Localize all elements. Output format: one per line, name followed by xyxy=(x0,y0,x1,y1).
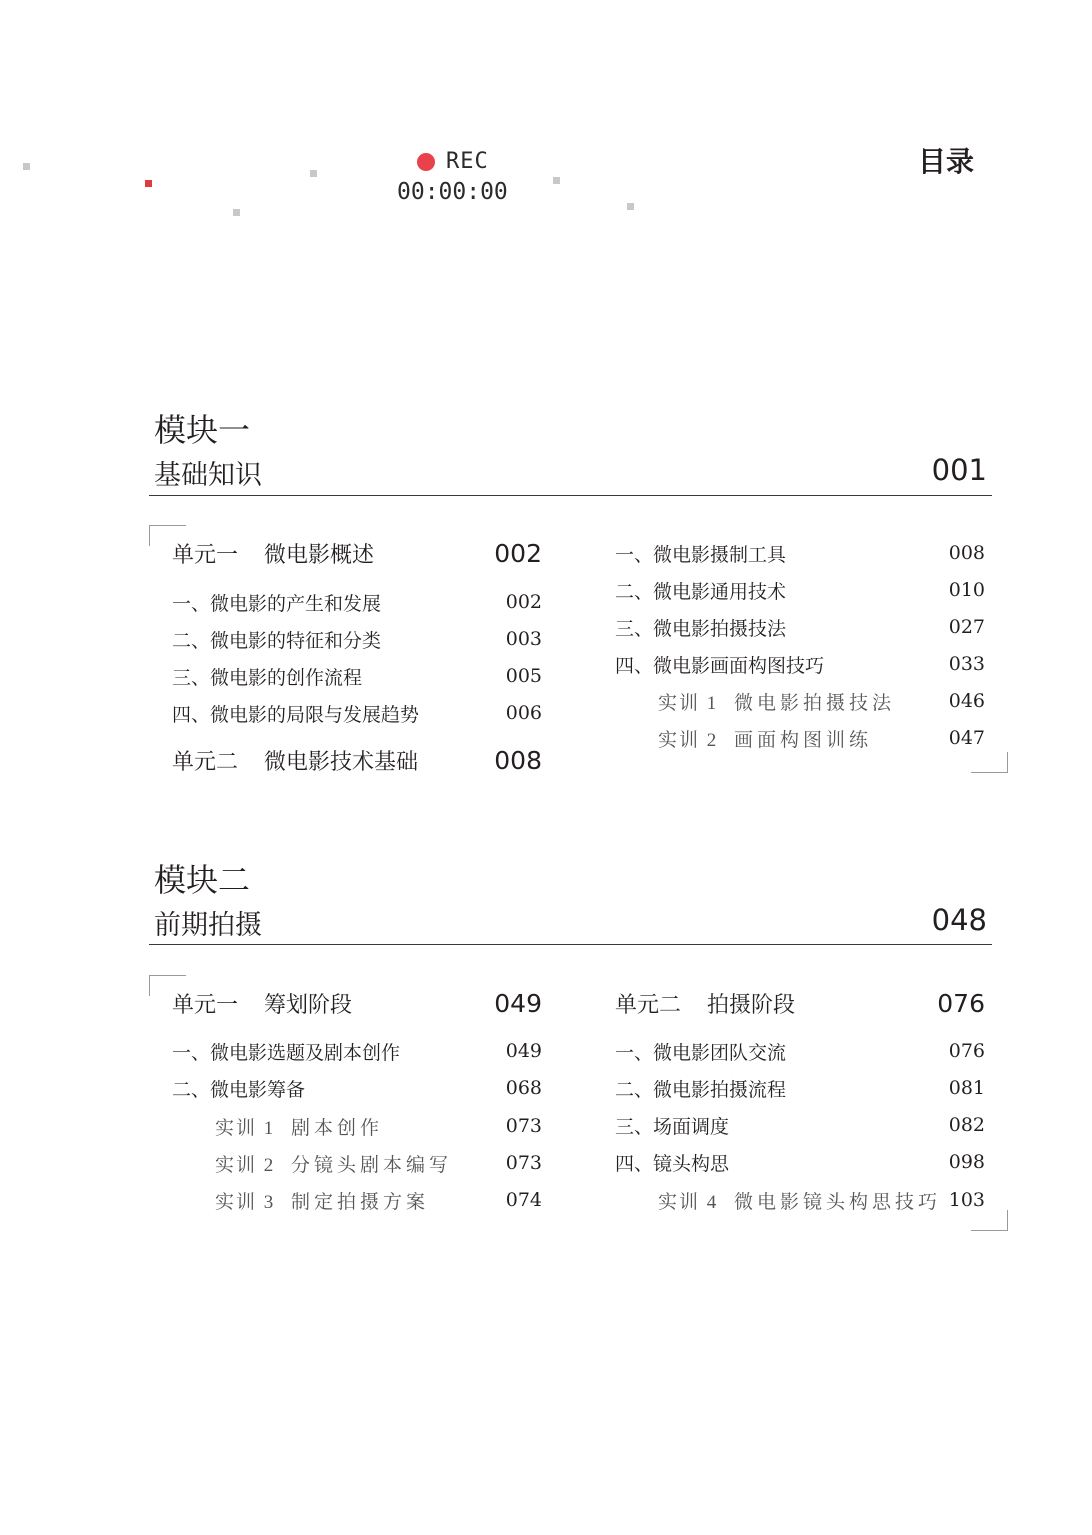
item-page: 033 xyxy=(948,653,985,675)
toc-item-row[interactable] xyxy=(615,650,985,678)
item-title: 三、微电影的创作流程 xyxy=(172,666,363,689)
decor-square xyxy=(553,177,560,184)
module-name: 基础知识 xyxy=(154,460,262,491)
rec-label: REC xyxy=(446,149,489,174)
module-label: 模块二 xyxy=(154,861,251,899)
unit-number: 单元一 xyxy=(172,992,239,1018)
toc-item-row[interactable] xyxy=(172,588,542,616)
training-page: 047 xyxy=(948,727,985,749)
unit-page: 049 xyxy=(494,988,542,1018)
training-title: 微电影拍摄技法 xyxy=(734,692,896,714)
toc-item-row[interactable] xyxy=(172,699,542,727)
toc-item-row[interactable] xyxy=(615,1037,985,1065)
training-page: 103 xyxy=(948,1189,985,1211)
training-number: 实训 1 xyxy=(215,1117,276,1139)
unit-number: 单元二 xyxy=(615,992,682,1018)
training-number: 实训 2 xyxy=(658,729,719,751)
record-dot-icon xyxy=(417,153,435,171)
item-title: 二、微电影筹备 xyxy=(172,1078,306,1101)
unit-number: 单元二 xyxy=(172,749,239,775)
item-title: 一、微电影的产生和发展 xyxy=(172,592,382,615)
module-name: 前期拍摄 xyxy=(154,910,262,941)
training-page: 073 xyxy=(505,1115,542,1137)
training-title: 剧本创作 xyxy=(291,1117,384,1139)
decor-square xyxy=(233,209,240,216)
training-page: 046 xyxy=(948,690,985,712)
toc-training-row[interactable] xyxy=(215,1186,542,1214)
toc-item-row[interactable] xyxy=(172,1037,542,1065)
decor-square xyxy=(310,170,317,177)
item-page: 049 xyxy=(505,1040,542,1062)
item-title: 二、微电影拍摄流程 xyxy=(615,1078,787,1101)
item-title: 四、微电影画面构图技巧 xyxy=(615,654,825,677)
training-title: 分镜头剧本编写 xyxy=(291,1154,453,1176)
toc-item-row[interactable] xyxy=(615,1148,985,1176)
unit-title: 微电影概述 xyxy=(264,542,375,568)
rec-timecode: 00:00:00 xyxy=(397,179,508,205)
item-page: 006 xyxy=(505,702,542,724)
training-number: 实训 1 xyxy=(658,692,719,714)
item-title: 一、微电影摄制工具 xyxy=(615,543,787,566)
unit-title: 拍摄阶段 xyxy=(707,992,796,1018)
training-title: 制定拍摄方案 xyxy=(291,1191,430,1213)
item-title: 二、微电影通用技术 xyxy=(615,580,787,603)
training-number: 实训 3 xyxy=(215,1191,276,1213)
unit-title: 微电影技术基础 xyxy=(264,749,419,775)
toc-unit-row[interactable] xyxy=(172,988,542,1018)
decor-square xyxy=(627,203,634,210)
module-label: 模块一 xyxy=(154,411,251,449)
item-page: 008 xyxy=(948,542,985,564)
unit-title: 筹划阶段 xyxy=(264,992,353,1018)
toc-unit-row[interactable] xyxy=(172,745,542,775)
toc-item-row[interactable] xyxy=(172,1074,542,1102)
module-divider xyxy=(149,944,992,945)
unit-page: 076 xyxy=(937,988,985,1018)
item-title: 一、微电影选题及剧本创作 xyxy=(172,1041,401,1064)
toc-unit-row[interactable] xyxy=(615,988,985,1018)
item-page: 002 xyxy=(505,591,542,613)
toc-item-row[interactable] xyxy=(615,539,985,567)
training-title: 画面构图训练 xyxy=(734,729,873,751)
toc-item-row[interactable] xyxy=(615,1111,985,1139)
toc-training-row[interactable] xyxy=(658,687,985,715)
item-page: 098 xyxy=(948,1151,985,1173)
toc-training-row[interactable] xyxy=(215,1112,542,1140)
unit-page: 008 xyxy=(494,745,542,775)
toc-item-row[interactable] xyxy=(615,576,985,604)
training-title: 微电影镜头构思技巧 xyxy=(734,1191,942,1213)
training-number: 实训 2 xyxy=(215,1154,276,1176)
toc-item-row[interactable] xyxy=(172,662,542,690)
item-title: 三、微电影拍摄技法 xyxy=(615,617,787,640)
toc-training-row[interactable] xyxy=(658,1186,985,1214)
item-page: 076 xyxy=(948,1040,985,1062)
toc-training-row[interactable] xyxy=(215,1149,542,1177)
item-title: 一、微电影团队交流 xyxy=(615,1041,787,1064)
item-title: 三、场面调度 xyxy=(615,1115,730,1138)
item-page: 010 xyxy=(948,579,985,601)
toc-unit-row[interactable] xyxy=(172,538,542,568)
training-number: 实训 4 xyxy=(658,1191,719,1213)
corner-bracket xyxy=(971,752,1008,773)
module-divider xyxy=(149,495,992,496)
toc-item-row[interactable] xyxy=(615,1074,985,1102)
unit-number: 单元一 xyxy=(172,542,239,568)
page-title: 目录 xyxy=(918,145,975,178)
item-page: 027 xyxy=(948,616,985,638)
item-page: 082 xyxy=(948,1114,985,1136)
decor-square-red xyxy=(145,180,152,187)
item-page: 068 xyxy=(505,1077,542,1099)
toc-item-row[interactable] xyxy=(172,625,542,653)
unit-page: 002 xyxy=(494,538,542,568)
training-page: 073 xyxy=(505,1152,542,1174)
item-page: 005 xyxy=(505,665,542,687)
module-page: 001 xyxy=(931,453,987,487)
module-page: 048 xyxy=(931,903,987,937)
item-page: 081 xyxy=(948,1077,985,1099)
toc-training-row[interactable] xyxy=(658,724,985,752)
item-title: 二、微电影的特征和分类 xyxy=(172,629,382,652)
item-title: 四、镜头构思 xyxy=(615,1152,730,1175)
training-page: 074 xyxy=(505,1189,542,1211)
decor-square xyxy=(23,163,30,170)
item-page: 003 xyxy=(505,628,542,650)
item-title: 四、微电影的局限与发展趋势 xyxy=(172,703,420,726)
toc-item-row[interactable] xyxy=(615,613,985,641)
